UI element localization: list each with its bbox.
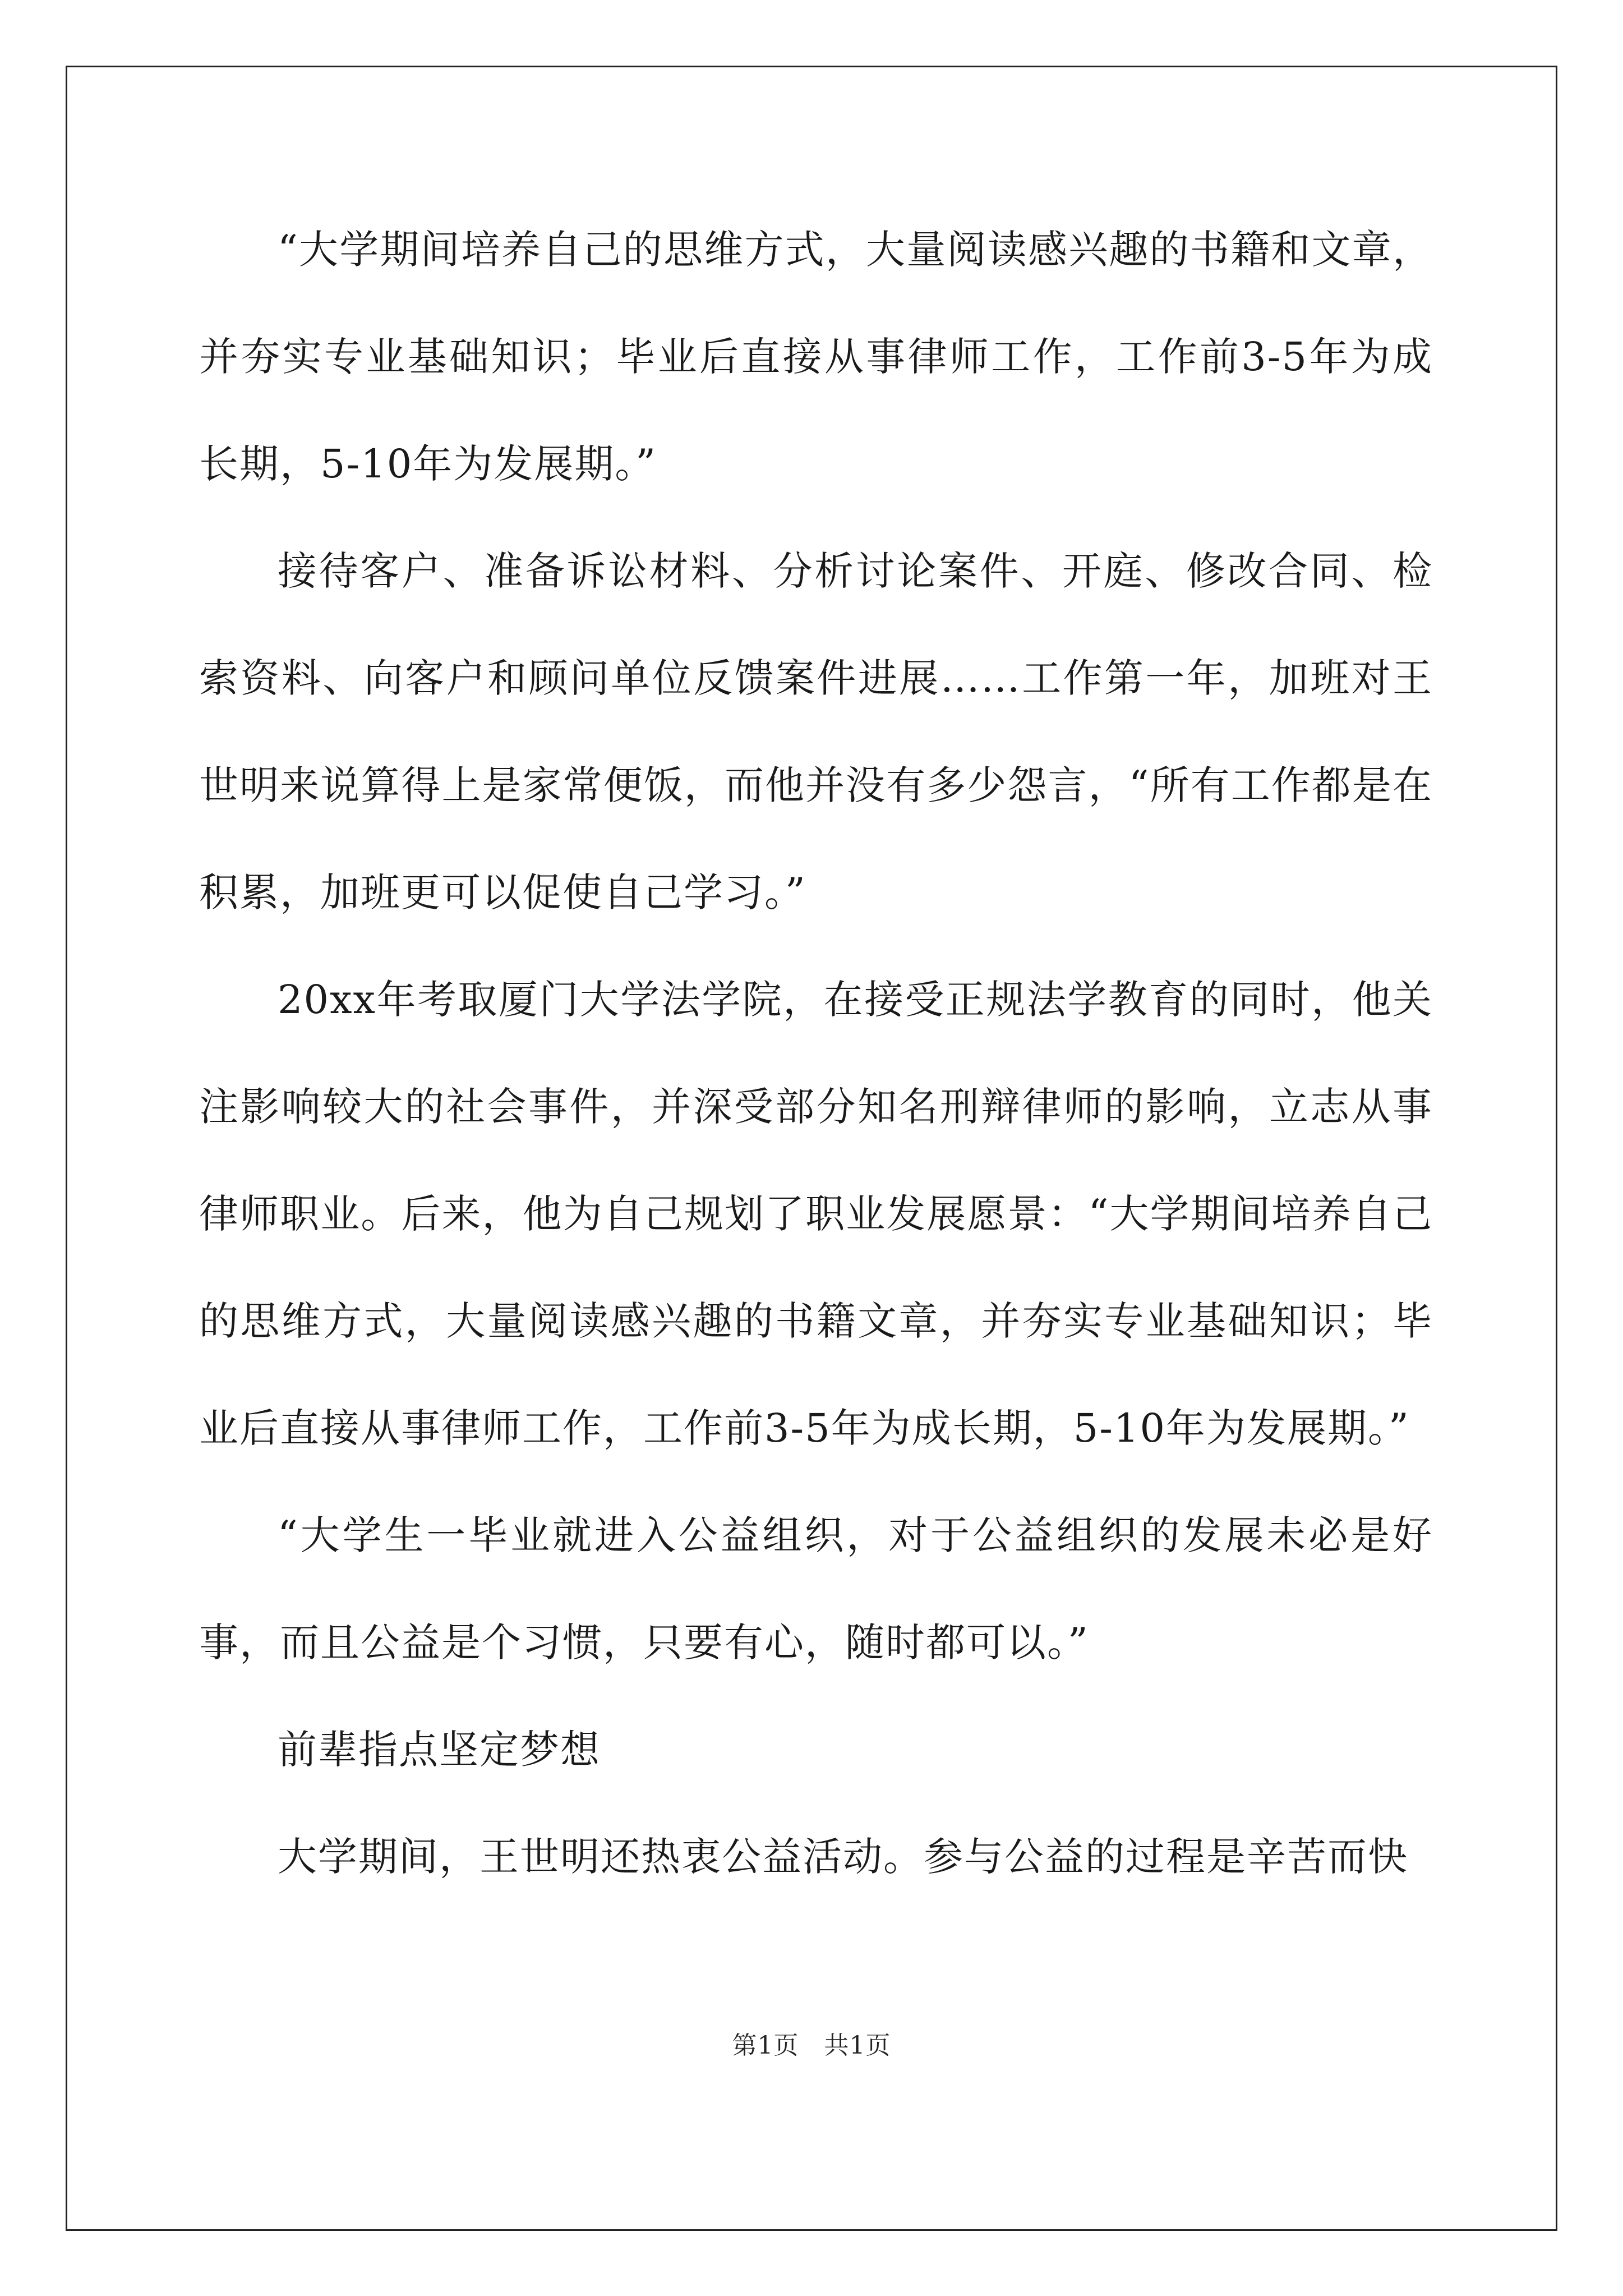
- document-body: [199, 196, 1433, 1911]
- paragraph-1: “大学期间培养自己的思维方式，大量阅读感兴趣的书籍和文章，并夯实专业基础知识；毕业后直接从事律师工作，工作前3-5年为成长期，5-10年为发展期。”: [199, 227, 1433, 487]
- section-heading: 前辈指点坚定梦想: [278, 1727, 601, 1773]
- paragraph-4: “大学生一毕业就进入公益组织，对于公益组织的发展未必是好事，而且公益是个习惯，只要有心，随时都可以。”: [199, 1512, 1433, 1665]
- paragraph-3: 20xx年考取厦门大学法学院，在接受正规法学教育的同时，他关注影响较大的社会事件，并深受部分知名刑辩律师的影响，立志从事律师职业。后来，他为自己规划了职业发展愿景：“大学期间培养自己的思维方式，大量阅读感兴趣的书籍文章，并夯实专业基础知识；毕业后直接从事律师工作，工作前3-5年为成长期，5-10年为发展期。”: [199, 977, 1433, 1451]
- paragraph-5: 大学期间，王世明还热衷公益活动。参与公益的过程是辛苦而快: [278, 1834, 1408, 1880]
- page-number-footer: 第1页 共1页: [732, 2031, 891, 2060]
- paragraph-2: 接待客户、准备诉讼材料、分析讨论案件、开庭、修改合同、检索资料、向客户和顾问单位反馈案件进展……工作第一年，加班对王世明来说算得上是家常便饭，而他并没有多少怨言，“所有工作都是在积累，加班更可以促使自己学习。”: [199, 548, 1433, 915]
